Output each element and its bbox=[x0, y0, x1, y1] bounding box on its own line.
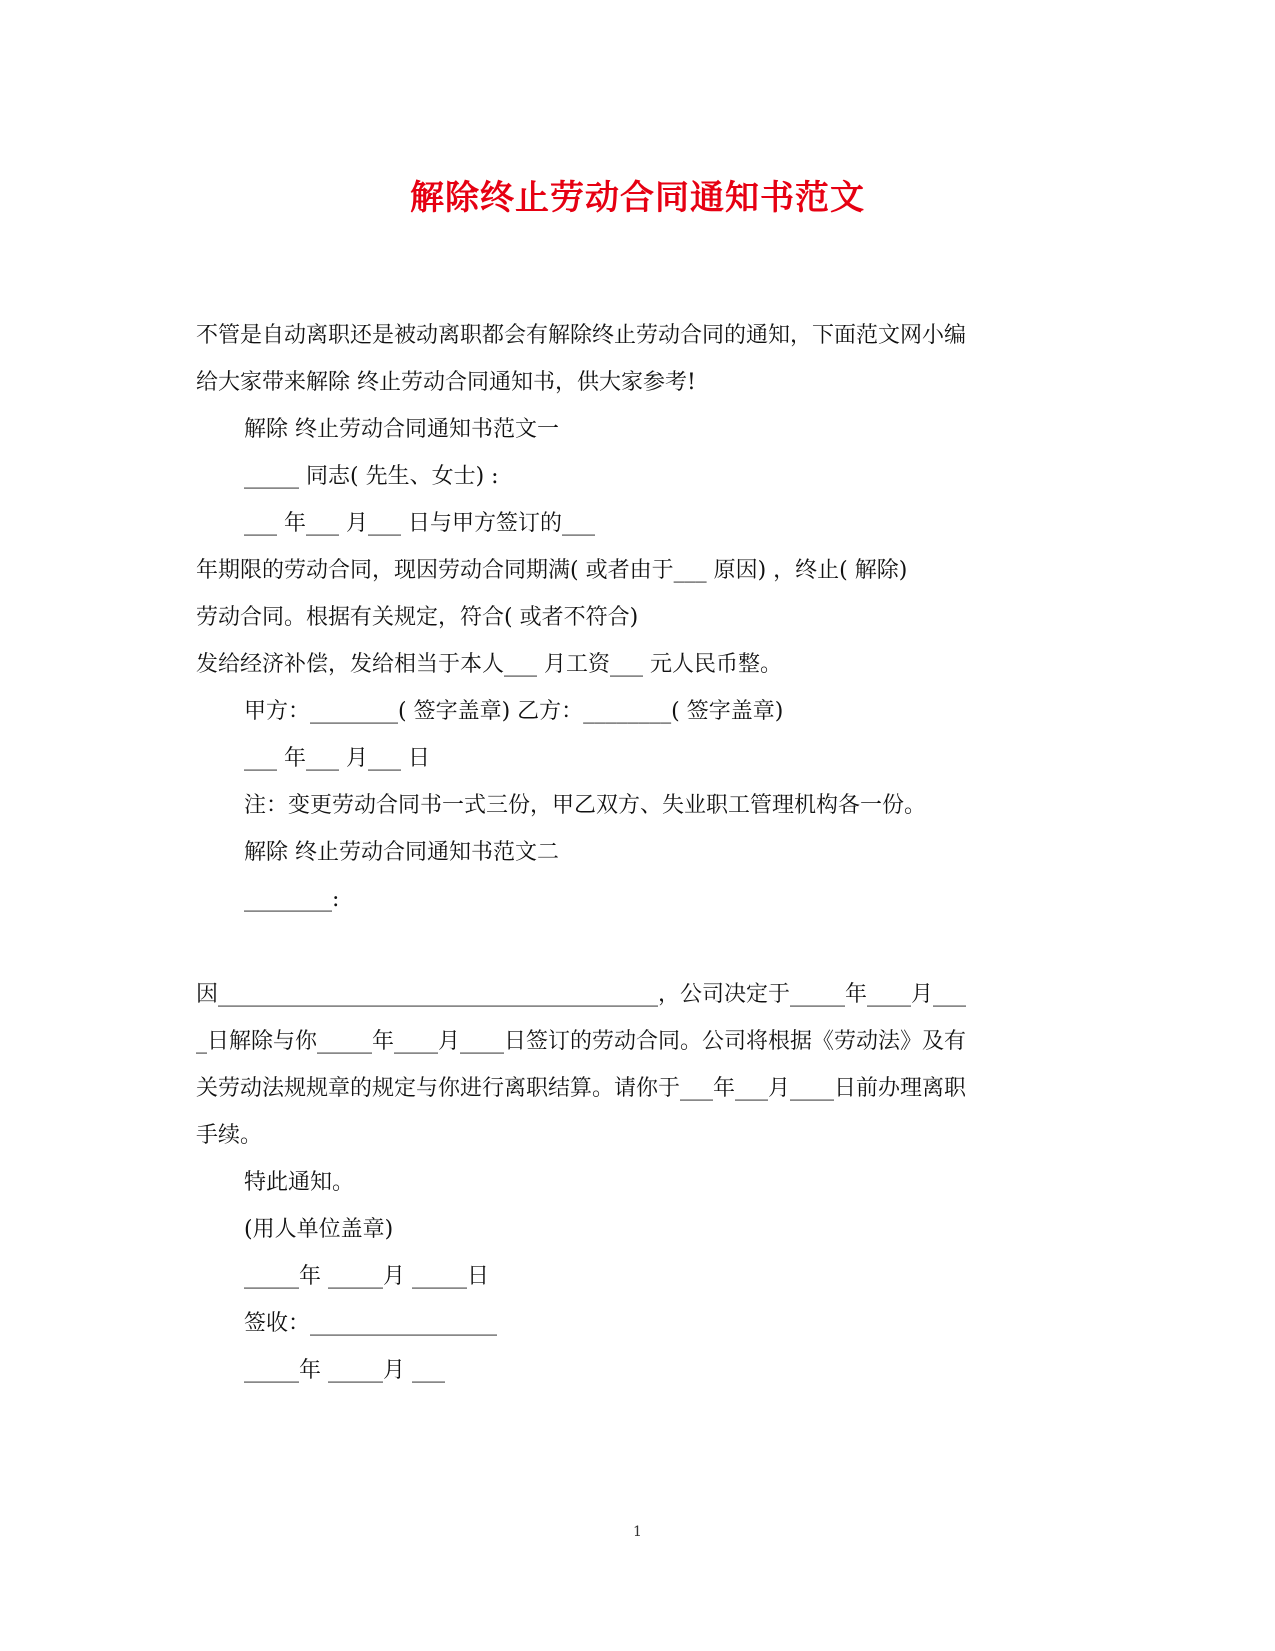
body-line: 发给经济补偿，发给相当于本人___ 月工资___ 元人民币整。 bbox=[196, 652, 782, 677]
receipt-signature-line: 签收：_________________ bbox=[244, 1311, 498, 1336]
body-line: ___ 年___ 月___ 日与甲方签订的___ bbox=[244, 511, 595, 536]
body-line: 因________________________________________，公司决定于_____年____月___ bbox=[196, 982, 967, 1007]
intro-line-1: 不管是自动离职还是被动离职都会有解除终止劳动合同的通知，下面范文网小编 bbox=[196, 323, 967, 348]
body-line: _日解除与你_____年____月____日签订的劳动合同。公司将根据《劳动法》及有 bbox=[196, 1029, 967, 1054]
addressee-line: ________: bbox=[244, 887, 340, 912]
body-line: 劳动合同。根据有关规定，符合( 或者不符合) bbox=[196, 605, 639, 630]
page-number: 1 bbox=[633, 1524, 642, 1540]
section-heading-2: 解除 终止劳动合同通知书范文二 bbox=[244, 840, 559, 865]
seal-line: (用人单位盖章) bbox=[244, 1217, 394, 1242]
note-line: 注：变更劳动合同书一式三份，甲乙双方、失业职工管理机构各一份。 bbox=[244, 793, 927, 818]
date-line: ___ 年___ 月___ 日 bbox=[244, 746, 430, 771]
body-line: 关劳动法规规章的规定与你进行离职结算。请你于___年___月____日前办理离职 bbox=[196, 1076, 967, 1101]
body-line: 年期限的劳动合同，现因劳动合同期满( 或者由于___ 原因) ，终止( 解除) bbox=[196, 558, 908, 583]
date-line: _____年 _____月 _____日 bbox=[244, 1264, 489, 1289]
body-line: 手续。 bbox=[196, 1123, 263, 1148]
document-title: 解除终止劳动合同通知书范文 bbox=[410, 178, 865, 218]
section-heading-1: 解除 终止劳动合同通知书范文一 bbox=[244, 417, 559, 442]
signature-line: 甲方：________( 签字盖章) 乙方：________( 签字盖章) bbox=[244, 699, 784, 724]
date-line: _____年 _____月 ___ bbox=[244, 1358, 445, 1383]
closing-line: 特此通知。 bbox=[244, 1170, 355, 1195]
intro-line-2: 给大家带来解除 终止劳动合同通知书，供大家参考! bbox=[196, 370, 696, 395]
salutation-line: _____ 同志( 先生、女士) : bbox=[244, 464, 499, 489]
